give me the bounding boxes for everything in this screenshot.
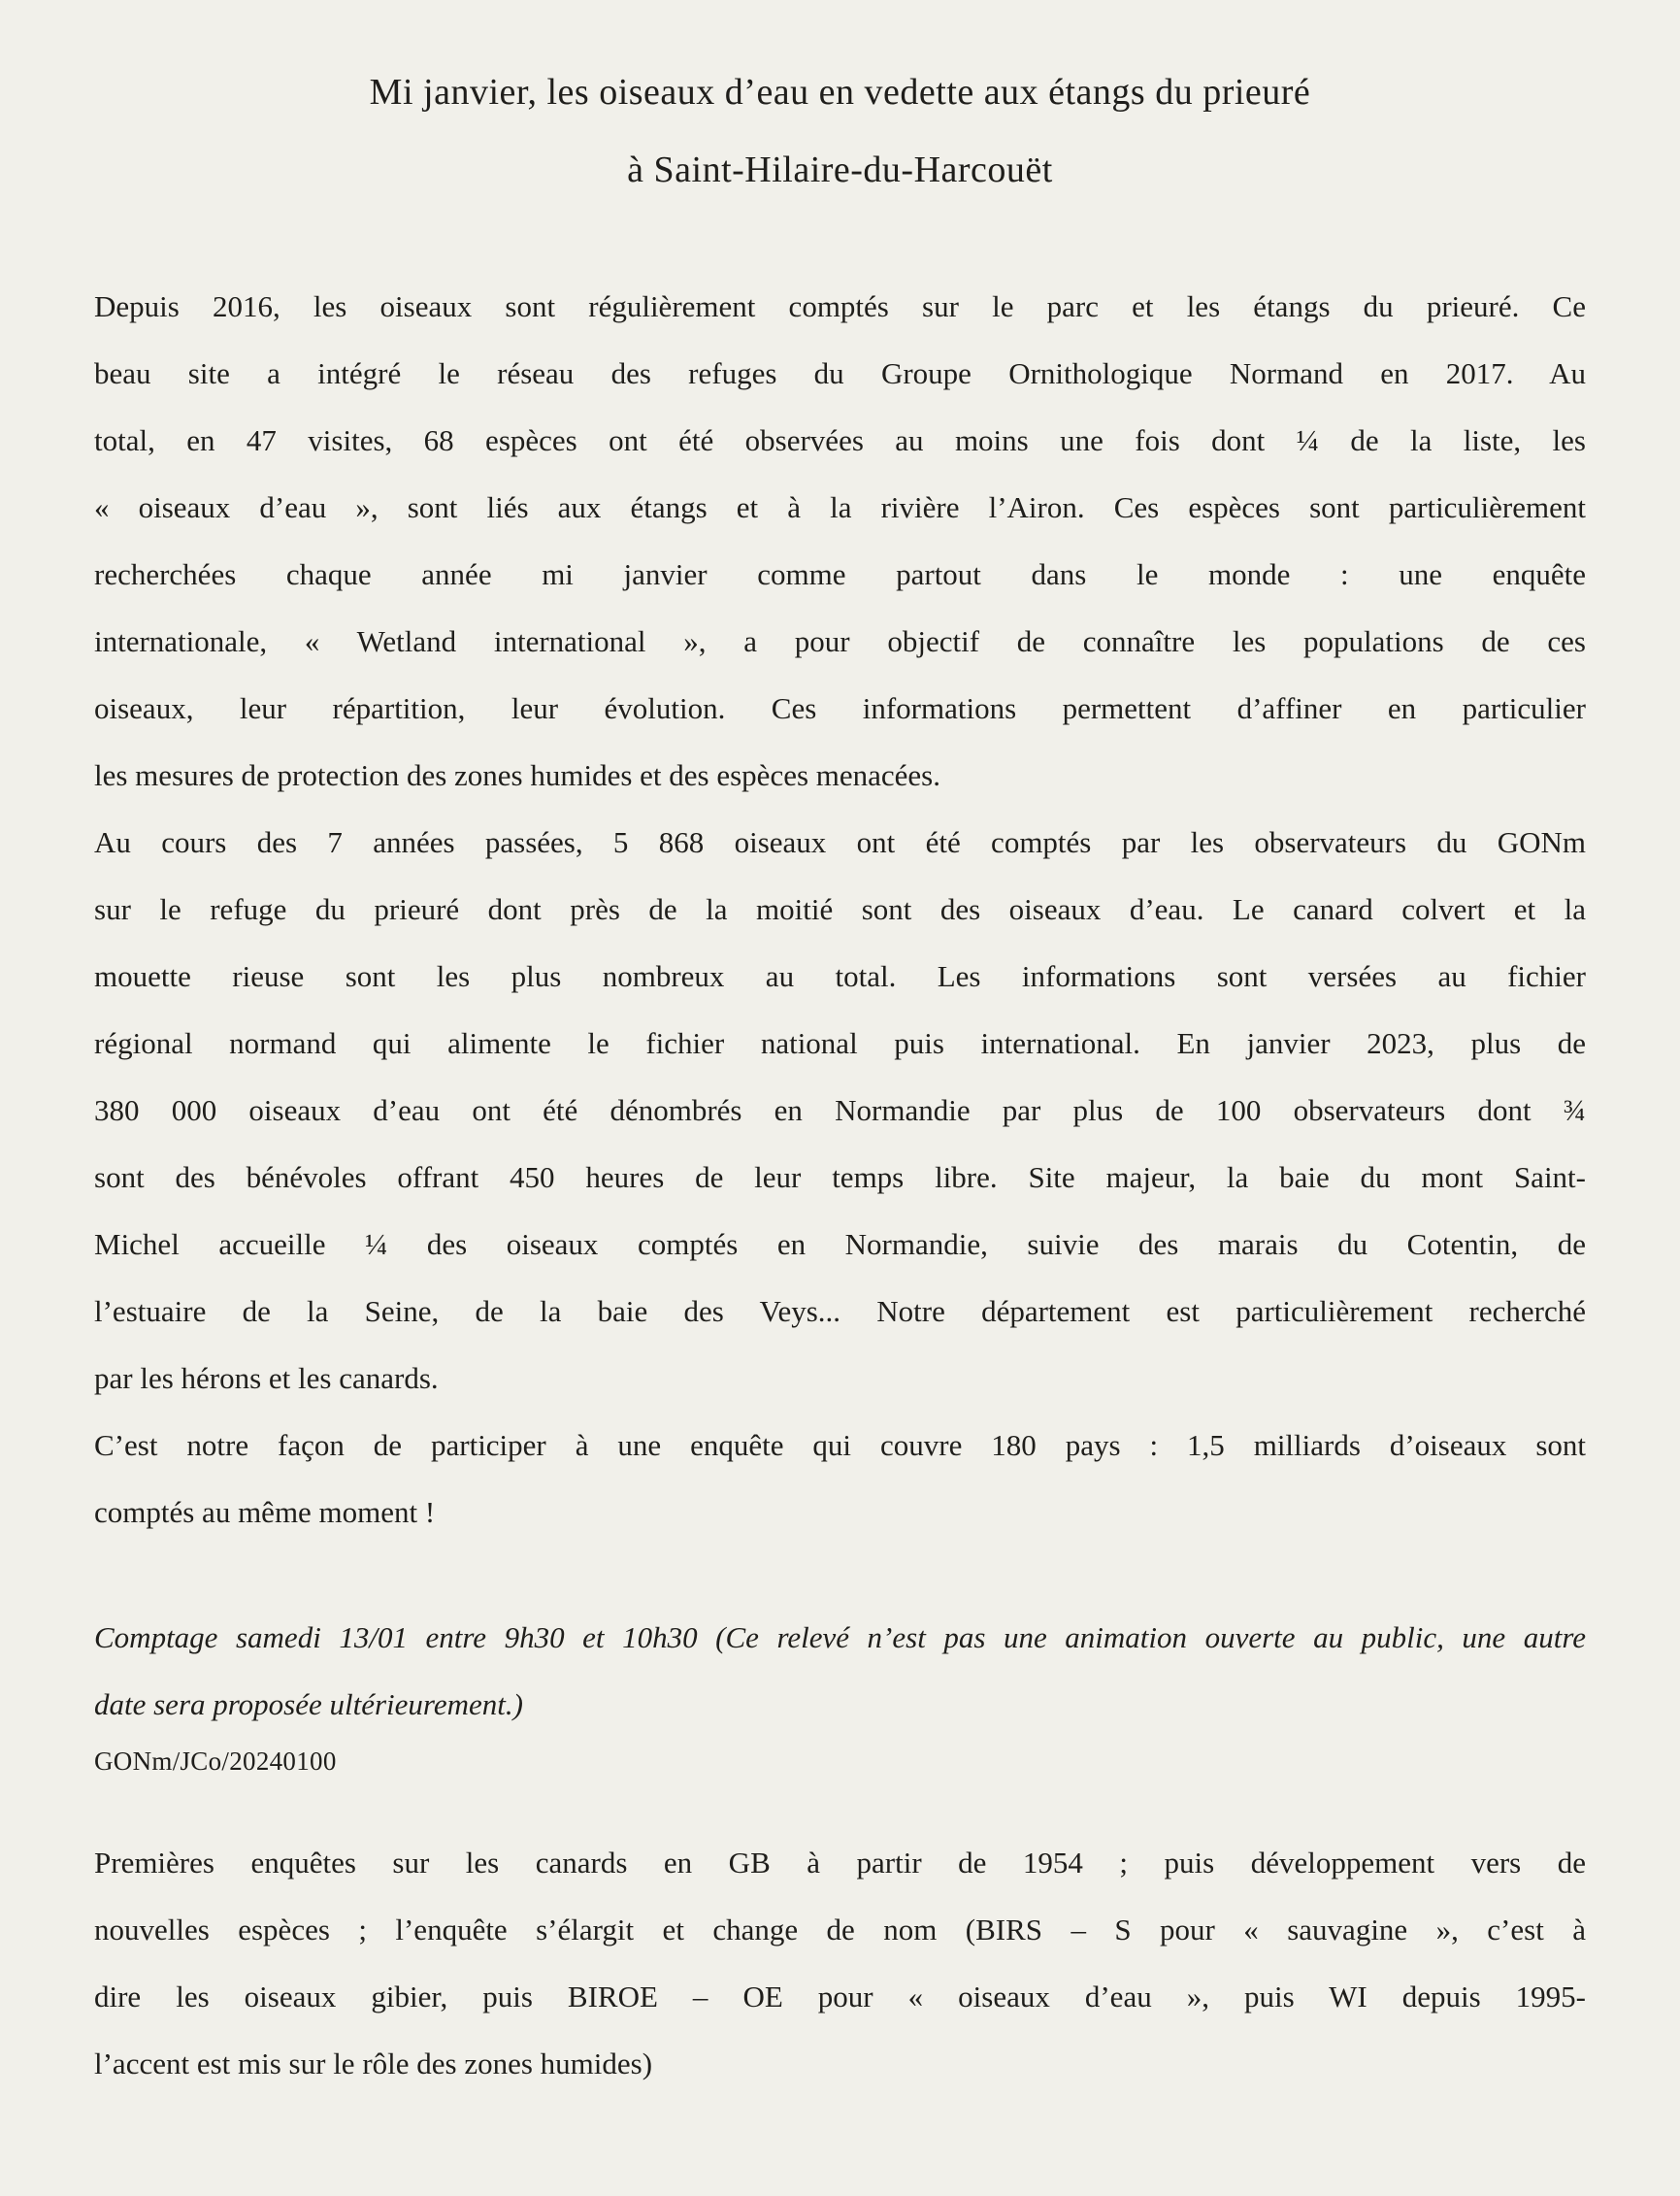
body-text-line: sont des bénévoles offrant 450 heures de leur temps libre. Site majeur, la baie du mont Saint- [94,1160,1586,1194]
body-text-line: recherchées chaque année mi janvier comme partout dans le monde : une enquête [94,557,1586,591]
body-text-line: « oiseaux d’eau », sont liés aux étangs et à la rivière l’Airon. Ces espèces sont particulièrement [94,490,1586,524]
body-text-line: mouette rieuse sont les plus nombreux au total. Les informations sont versées au fichier [94,959,1586,993]
body-text-line: beau site a intégré le réseau des refuges du Groupe Ornithologique Normand en 2017. Au [94,356,1586,390]
body-text-line: les mesures de protection des zones humides et des espèces menacées. [94,758,940,792]
survey-history-paragraph [94,1829,1586,2097]
body-text-line: total, en 47 visites, 68 espèces ont été observées au moins une fois dont ¼ de la liste, les [94,423,1586,457]
body-text-line: 380 000 oiseaux d’eau ont été dénombrés en Normandie par plus de 100 observateurs dont ¾ [94,1093,1586,1127]
note-line: date sera proposée ultérieurement.) [94,1687,523,1721]
body-text-line: par les hérons et les canards. [94,1361,439,1395]
document-title-line-2: à Saint-Hilaire-du-Harcouët [627,150,1053,190]
body-text-line: sur le refuge du prieuré dont près de la moitié sont des oiseaux d’eau. Le canard colvert et la [94,892,1586,926]
reference-code: GONm/JCo/20240100 [94,1747,337,1776]
document-title-line-1: Mi janvier, les oiseaux d’eau en vedette aux étangs du prieuré [369,72,1311,113]
body-text-line: régional normand qui alimente le fichier national puis international. En janvier 2023, plus de [94,1026,1586,1060]
history-line: nouvelles espèces ; l’enquête s’élargit et change de nom (BIRS – S pour « sauvagine », c’est à [94,1913,1586,1946]
body-paragraphs [94,273,1586,1546]
history-line: dire les oiseaux gibier, puis BIROE – OE pour « oiseaux d’eau », puis WI depuis 1995- [94,1980,1586,2013]
count-schedule-note [94,1604,1586,1738]
body-text-line: oiseaux, leur répartition, leur évolution. Ces informations permettent d’affiner en particulier [94,691,1586,725]
history-line: l’accent est mis sur le rôle des zones humides) [94,2046,653,2080]
history-line: Premières enquêtes sur les canards en GB à partir de 1954 ; puis développement vers de [94,1846,1586,1880]
body-text-line: l’estuaire de la Seine, de la baie des Veys... Notre département est particulièrement recherché [94,1294,1586,1328]
body-text-line: comptés au même moment ! [94,1495,436,1529]
body-text-line: C’est notre façon de participer à une enquête qui couvre 180 pays : 1,5 milliards d’oiseaux sont [94,1428,1586,1462]
body-text-line: internationale, « Wetland international », a pour objectif de connaître les populations de ces [94,624,1586,658]
note-line: Comptage samedi 13/01 entre 9h30 et 10h30 (Ce relevé n’est pas une animation ouverte au public, une autre [94,1620,1586,1654]
document-title [94,0,1586,209]
body-text-line: Michel accueille ¼ des oiseaux comptés en Normandie, suivie des marais du Cotentin, de [94,1227,1586,1261]
body-text-line: Au cours des 7 années passées, 5 868 oiseaux ont été comptés par les observateurs du GONm [94,825,1586,859]
body-text-line: Depuis 2016, les oiseaux sont régulièrement comptés sur le parc et les étangs du prieuré. Ce [94,289,1586,323]
